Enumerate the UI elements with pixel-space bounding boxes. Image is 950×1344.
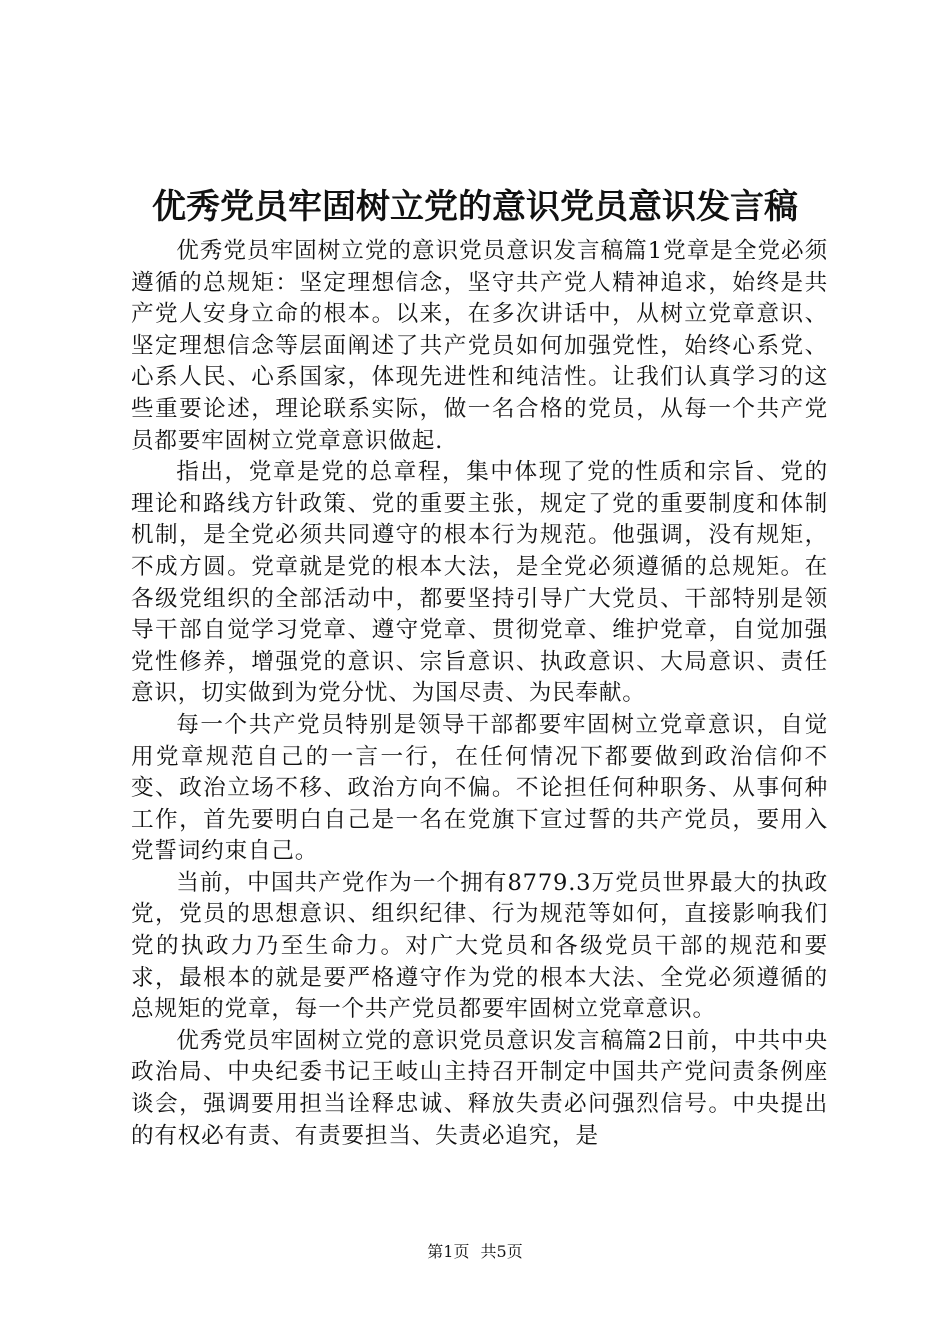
paragraph: 当前，中国共产党作为一个拥有8779.3万党员世界最大的执政党，党员的思想意识、组织纪律、行为规范等如何，直接影响我们党的执政力乃至生命力。对广大党员和各级党员干部的规范和要求，最根本的就是要严格遵守作为党的根本大法、全党必须遵循的总规矩的党章，每一个共产党员都要牢固树立党章意识。 bbox=[131, 869, 828, 1023]
document-body bbox=[131, 236, 828, 1152]
document-title: 优秀党员牢固树立党的意识党员意识发言稿 bbox=[152, 187, 798, 227]
page-number-current: 第1页 bbox=[427, 1242, 470, 1261]
paragraph: 每一个共产党员特别是领导干部都要牢固树立党章意识，自觉用党章规范自己的一言一行，在任何情况下都要做到政治信仰不变、政治立场不移、政治方向不偏。不论担任何种职务、从事何种工作，首先要明白自己是一名在党旗下宣过誓的共产党员，要用入党誓词约束自己。 bbox=[131, 711, 828, 865]
page-number-total: 共5页 bbox=[480, 1242, 523, 1261]
paragraph: 指出，党章是党的总章程，集中体现了党的性质和宗旨、党的理论和路线方针政策、党的重要主张，规定了党的重要制度和体制机制，是全党必须共同遵守的根本行为规范。他强调，没有规矩，不成方圆。党章就是党的根本大法，是全党必须遵循的总规矩。在各级党组织的全部活动中，都要坚持引导广大党员、干部特别是领导干部自觉学习党章、遵守党章、贯彻党章、维护党章，自觉加强党性修养，增强党的意识、宗旨意识、执政意识、大局意识、责任意识，切实做到为党分忧、为国尽责、为民奉献。 bbox=[131, 459, 828, 707]
page-footer bbox=[0, 1240, 950, 1264]
paragraph: 优秀党员牢固树立党的意识党员意识发言稿篇2日前，中共中央政治局、中央纪委书记王岐山主持召开制定中国共产党问责条例座谈会，强调要用担当诠释忠诚、释放失责必问强烈信号。中央提出的有权必有责、有责要担当、失责必追究，是 bbox=[131, 1027, 828, 1149]
paragraph: 优秀党员牢固树立党的意识党员意识发言稿篇1党章是全党必须遵循的总规矩：坚定理想信念，坚守共产党人精神追求，始终是共产党人安身立命的根本。以来，在多次讲话中，从树立党章意识、坚定理想信念等层面阐述了共产党员如何加强党性，始终心系党、心系人民、心系国家，体现先进性和纯洁性。让我们认真学习的这些重要论述，理论联系实际，做一名合格的党员，从每一个共产党员都要牢固树立党章意识做起. bbox=[131, 238, 828, 454]
